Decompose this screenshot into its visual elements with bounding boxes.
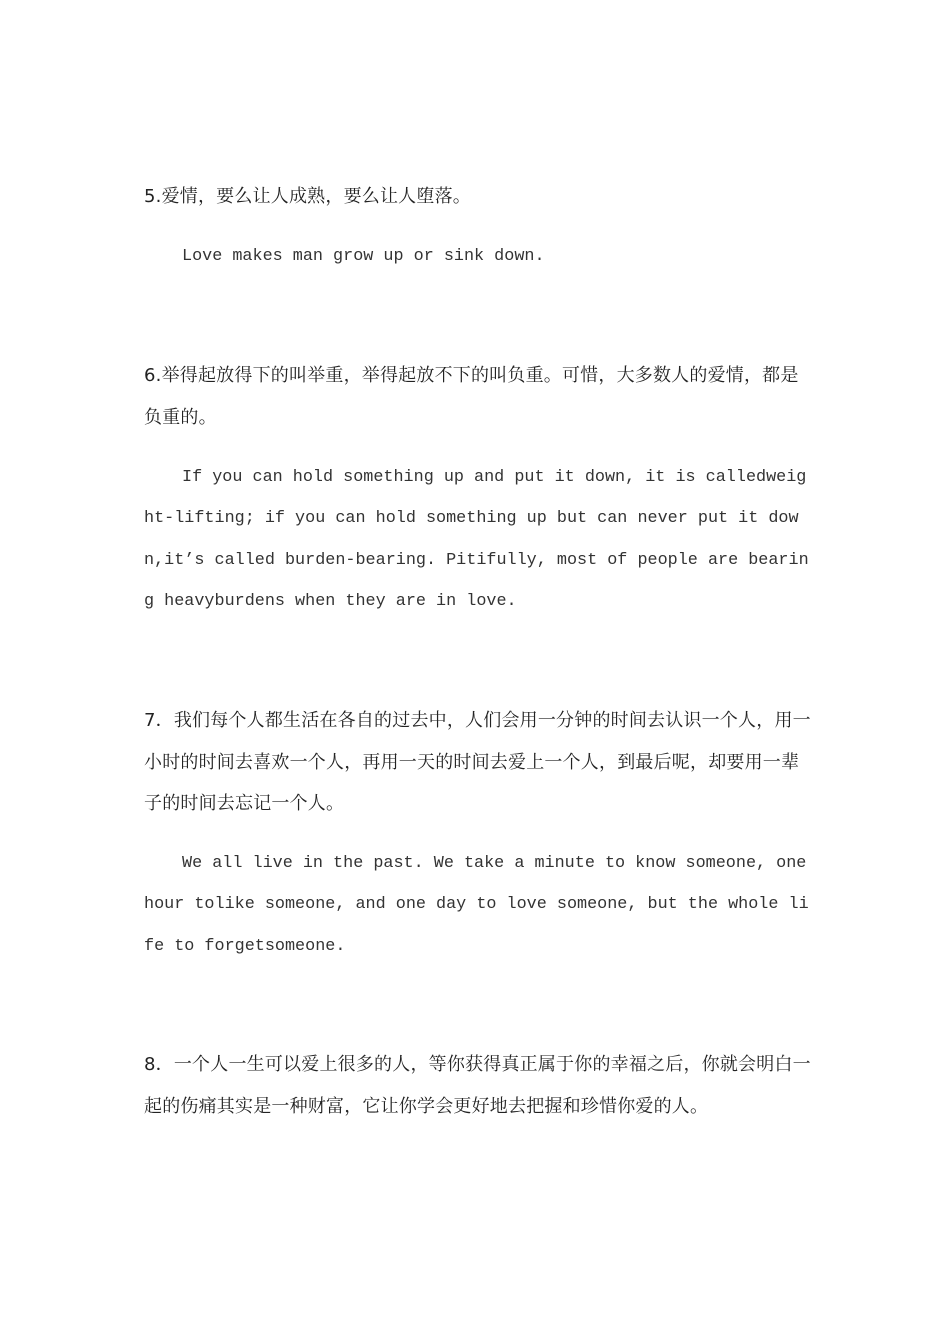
item-6-english: If you can hold something up and put it down, it is calledweight-lifting; if you can hold something up but can never put it down,it’s called burden-bearing. Pitifully, most of people are bearing heavyburdens when they are in love. — [144, 468, 809, 611]
item-7-chinese: 7．我们每个人都生活在各自的过去中，人们会用一分钟的时间去认识一个人，用一小时的时间去喜欢一个人，再用一天的时间去爱上一个人，到最后呢，却要用一辈子的时间去忘记一个人。 — [144, 710, 811, 814]
item-8-chinese: 8．一个人一生可以爱上很多的人，等你获得真正属于你的幸福之后，你就会明白一起的伤痛其实是一种财富，它让你学会更好地去把握和珍惜你爱的人。 — [144, 1054, 811, 1117]
item-5-english: Love makes man grow up or sink down. — [182, 247, 545, 266]
item-7-english: We all live in the past. We take a minute to know someone, one hour tolike someone, and one day to love someone, but the whole life to forgetsomeone. — [144, 854, 809, 956]
item-6-chinese: 6.举得起放得下的叫举重，举得起放不下的叫负重。可惜，大多数人的爱情，都是负重的。 — [144, 365, 799, 428]
item-5-chinese: 5.爱情，要么让人成熟，要么让人堕落。 — [144, 186, 471, 207]
